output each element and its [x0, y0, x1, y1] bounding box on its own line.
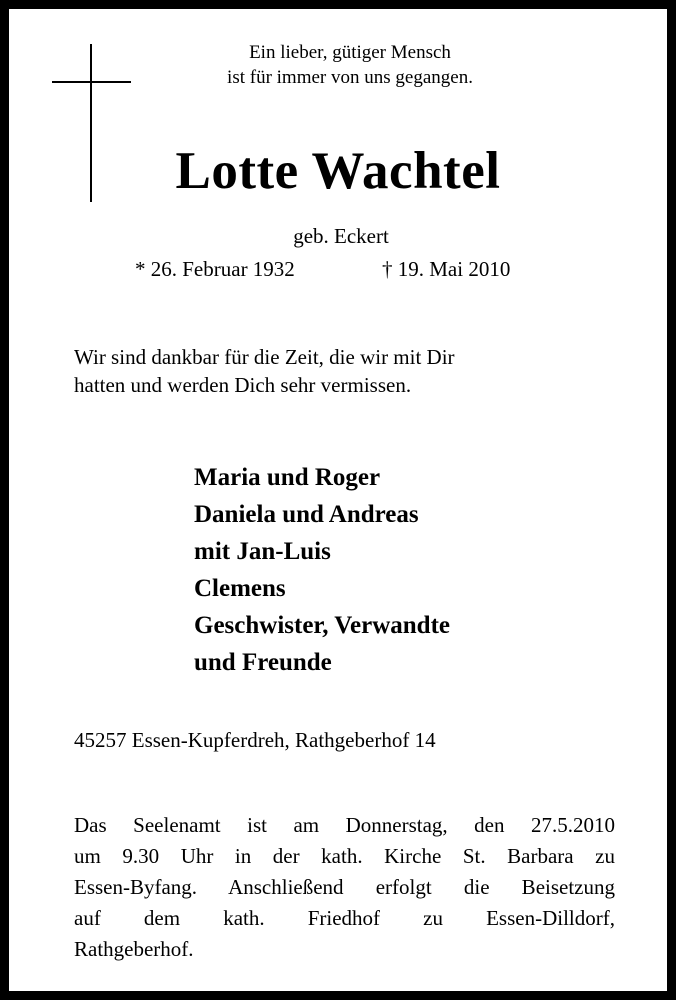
service-line: Das Seelenamt ist am Donnerstag, den 27.5.2010	[74, 813, 615, 837]
death-date: † 19. Mai 2010	[382, 257, 511, 281]
service-line: auf dem kath. Friedhof zu Essen-Dilldorf,	[74, 906, 615, 930]
mourner-line: Clemens	[194, 575, 286, 602]
funeral-service-info	[74, 810, 615, 965]
deceased-name: Lotte Wachtel	[175, 142, 501, 200]
gratitude-text	[74, 343, 614, 399]
gratitude-line: hatten und werden Dich sehr vermissen.	[74, 373, 412, 397]
cross-horizontal-bar	[52, 81, 131, 83]
mourners-list	[194, 459, 614, 681]
birth-name: geb. Eckert	[293, 224, 389, 248]
cross-vertical-bar	[90, 44, 92, 202]
mourner-address: 45257 Essen-Kupferdreh, Rathgeberhof 14	[74, 728, 436, 752]
mourner-line: Daniela und Andreas	[194, 501, 419, 528]
mourner-line: Maria und Roger	[194, 464, 381, 491]
service-line: Essen-Byfang. Anschließend erfolgt die Beisetzung	[74, 875, 615, 899]
service-line: um 9.30 Uhr in der kath. Kirche St. Barbara zu	[74, 844, 615, 868]
mourner-line: und Freunde	[194, 649, 332, 676]
motto-line: ist für immer von uns gegangen.	[227, 67, 473, 88]
service-line: Rathgeberhof.	[74, 937, 194, 961]
birth-date: * 26. Februar 1932	[135, 257, 295, 281]
motto-line: Ein lieber, gütiger Mensch	[249, 42, 451, 63]
mourner-line: mit Jan-Luis	[194, 538, 331, 565]
motto	[150, 40, 550, 90]
mourner-line: Geschwister, Verwandte	[194, 612, 451, 639]
gratitude-line: Wir sind dankbar für die Zeit, die wir mit Dir	[74, 345, 455, 369]
